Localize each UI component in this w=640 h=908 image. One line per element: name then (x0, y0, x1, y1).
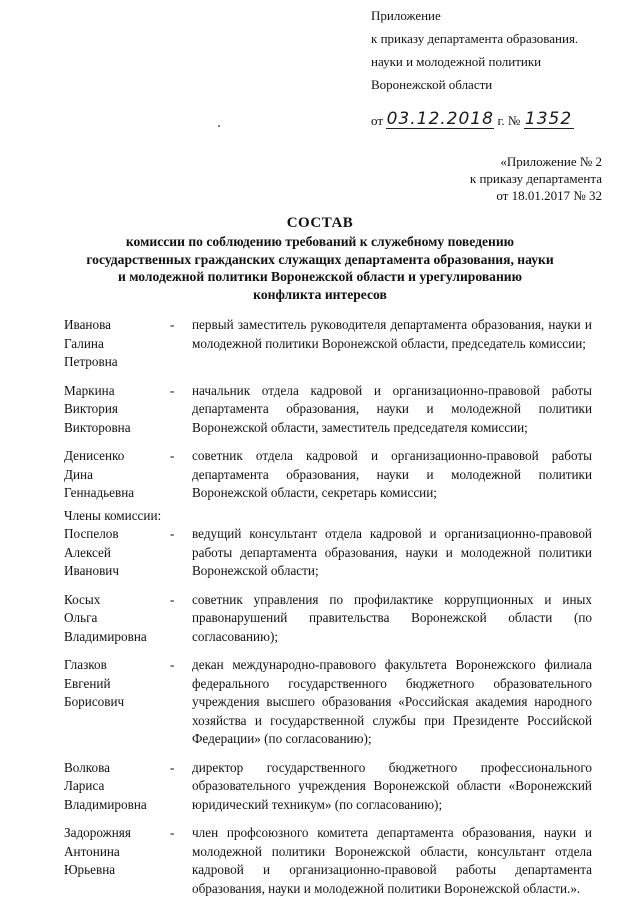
member-row (64, 824, 592, 898)
member-row (64, 656, 592, 749)
appendix-line-3: науки и молодежной политики (371, 54, 542, 69)
surname: Волкова (64, 759, 111, 775)
member-name (64, 382, 168, 438)
previous-line-1: «Приложение № 2 (500, 154, 602, 169)
title-line-3: и молодежной политики Воронежской области и урегулированию (117, 269, 523, 284)
appendix-line-1: Приложение (371, 8, 441, 23)
appendix-line-4: Воронежской области (371, 77, 493, 92)
year-number-label: г. № (497, 113, 521, 128)
surname: Глазков (64, 657, 107, 672)
member-role: декан международно-правового факультета Воронежского филиала федерального государственного бюджетного образовательного учреждения высшего образования «Российская академия народного хозяйства и государственной службы при Президенте Российской Федерации» (по согласованию); (192, 657, 592, 746)
dash: - (170, 317, 175, 332)
member-row (64, 382, 592, 438)
member-role: начальник отдела кадровой и организационно-правовой работы департамента образования, науки и молодежной политики Воронежской области, заместитель председателя комиссии; (192, 382, 592, 435)
member-row (64, 591, 592, 647)
member-role: первый заместитель руководителя департамента образования, науки и молодежной политики Воронежской области, председатель комиссии; (192, 317, 592, 351)
title-heading: СОСТАВ (286, 215, 354, 231)
member-name (64, 591, 168, 647)
member-role: советник отдела кадровой и организационно-правовой работы департамента образования, науки и молодежной политики Воронежской области, секретарь комиссии; (192, 448, 592, 500)
patronymic: Владимировна (64, 796, 147, 812)
members-label: Члены комиссии: (64, 507, 162, 523)
appendix-header (371, 4, 578, 96)
surname: Денисенко (64, 448, 125, 463)
patronymic: Борисович (64, 694, 125, 709)
previous-order-reference (470, 153, 602, 204)
surname: Задорожняя (64, 825, 131, 840)
appendix-line-2: к приказу департамента образования. (371, 31, 579, 46)
patronymic: Петровна (64, 354, 118, 369)
surname: Иванова (64, 317, 111, 332)
previous-line-3: от 18.01.2017 № 32 (496, 188, 602, 203)
first-name: Антонина (64, 843, 120, 859)
patronymic: Геннадьевна (64, 485, 135, 500)
first-name: Виктория (64, 401, 118, 416)
previous-line-2: к приказу департамента (469, 171, 602, 186)
member-name (64, 759, 168, 815)
commission-members (64, 316, 592, 908)
title-line-2: государственных гражданских служащих департамента образования, науки (86, 251, 554, 267)
surname: Косых (64, 591, 101, 607)
member-name (64, 824, 168, 898)
dash: - (170, 448, 175, 463)
patronymic: Иванович (64, 563, 119, 578)
member-row (64, 759, 592, 815)
dash: - (170, 657, 175, 672)
title-line-1: комиссии по соблюдению требований к служебному поведению (125, 234, 515, 249)
patronymic: Владимировна (64, 628, 147, 644)
member-row (64, 447, 592, 503)
patronymic: Юрьевна (64, 862, 116, 877)
patronymic: Викторовна (64, 419, 131, 435)
order-number-handwritten: 1352 (524, 109, 573, 129)
order-date-number (371, 110, 574, 132)
document-title (40, 213, 600, 303)
first-name: Алексей (64, 544, 111, 560)
dash: - (170, 382, 175, 398)
surname: Маркина (64, 382, 115, 398)
member-name (64, 656, 168, 749)
dash: - (170, 526, 175, 541)
first-name: Евгений (64, 675, 111, 691)
surname: Поспелов (64, 526, 119, 541)
member-role: советник управления по профилактике коррупционных и иных правонарушений правительства Воронежской области (по согласованию); (192, 591, 592, 644)
order-date-handwritten: 03.12.2018 (386, 109, 494, 129)
dash: - (170, 825, 175, 840)
from-label: от (371, 113, 384, 128)
first-name: Лариса (64, 778, 105, 793)
scan-speck (218, 125, 220, 127)
member-name (64, 447, 168, 503)
dash: - (170, 591, 175, 607)
member-row (64, 316, 592, 372)
dash: - (170, 759, 175, 775)
member-name (64, 525, 168, 581)
first-name: Галина (64, 335, 104, 351)
first-name: Ольга (64, 610, 98, 625)
member-role: ведущий консультант отдела кадровой и организационно-правовой работы департамента образования, науки и молодежной политики Воронежской области; (192, 526, 592, 578)
first-name: Дина (64, 466, 93, 482)
title-line-4: конфликта интересов (253, 286, 387, 302)
member-role: директор государственного бюджетного профессионального образовательного учреждения Воронежской области «Воронежский юридический техникум» (по согласованию); (192, 759, 592, 812)
member-role: член профсоюзного комитета департамента образования, науки и молодежной политики Воронежской области, консультант отдела кадровой и организационно-правовой работы департамента образования, науки и молодежной политики Воронежской области.». (192, 825, 592, 896)
member-name (64, 316, 168, 372)
member-row (64, 525, 592, 581)
